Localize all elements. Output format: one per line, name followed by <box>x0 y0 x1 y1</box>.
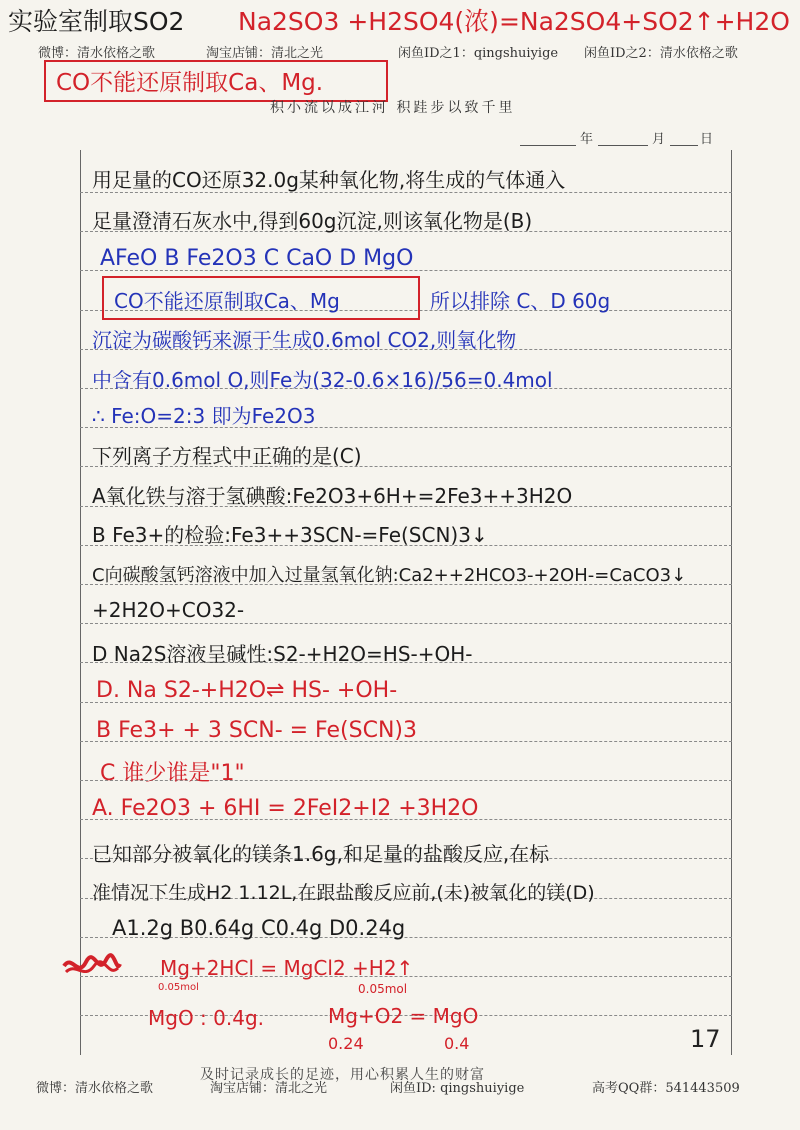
line-1: 用足量的CO还原32.0g某种氧化物,将生成的气体通入 <box>92 168 566 192</box>
line-8: 下列离子方程式中正确的是(C) <box>92 444 362 468</box>
footer-weibo: 微博：清水依格之歌 <box>36 1081 154 1096</box>
date-line-month <box>598 145 648 146</box>
mg-moles: 0.05mol <box>158 982 199 993</box>
boxed-note: CO不能还原制取Ca、Mg. <box>56 70 324 96</box>
header-equation: Na2SO3 +H2SO4(浓)=Na2SO4+SO2↑+H2O <box>238 7 790 36</box>
h2-moles: 0.05mol <box>358 982 408 996</box>
line-19: 准情况下生成H2 1.12L,在跟盐酸反应前,(未)被氧化的镁(D) <box>92 882 595 904</box>
mg-o2-equation: Mg+O2 = MgO <box>328 1004 479 1028</box>
line-4-rest: 所以排除 C、D 60g <box>430 289 611 313</box>
line-20: A1.2g B0.64g C0.4g D0.24g <box>112 916 406 940</box>
motto: 积小流以成江河 积跬步以致千里 <box>270 100 516 116</box>
line-6: 中含有0.6mol O,则Fe为(32-0.6×16)/56=0.4mol <box>92 368 553 392</box>
footer-qq: 高考QQ群：541443509 <box>592 1081 740 1096</box>
mg-hcl-equation: Mg+2HCl = MgCl2 +H2↑ <box>160 956 414 980</box>
line-10: B Fe3+的检验:Fe3++3SCN-=Fe(SCN)3↓ <box>92 523 488 547</box>
line-16-red: C 谁少谁是"1" <box>100 761 245 786</box>
line-4-boxed: CO不能还原制取Ca、Mg <box>114 289 340 313</box>
line-5: 沉淀为碳酸钙来源于生成0.6mol CO2,则氧化物 <box>92 328 517 352</box>
line-2: 足量澄清石灰水中,得到60g沉淀,则该氧化物是(B) <box>92 209 533 233</box>
line-11: C向碳酸氢钙溶液中加入过量氢氧化钠:Ca2++2HCO3-+2OH-=CaCO3↓ <box>92 565 687 586</box>
mgo-mass-value: 0.4 <box>444 1034 470 1053</box>
date-month-label: 月 <box>652 132 666 147</box>
date-line-year <box>520 145 576 146</box>
line-18: 已知部分被氧化的镁条1.6g,和足量的盐酸反应,在标 <box>92 842 550 866</box>
header-title: 实验室制取SO2 <box>8 7 185 36</box>
date-year-label: 年 <box>580 132 594 147</box>
footer-motto: 及时记录成长的足迹，用心积累人生的财富 <box>200 1067 485 1083</box>
line-14-red: D. Na S2-+H2O⇌ HS- +OH- <box>96 678 398 703</box>
watermark-weibo: 微博：清水依格之歌 <box>38 46 156 61</box>
line-17-red: A. Fe2O3 + 6HI = 2FeI2+I2 +3H2O <box>92 796 479 821</box>
rule-line <box>80 623 732 624</box>
mg-mass-value: 0.24 <box>328 1034 364 1053</box>
line-3-options: AFeO B Fe2O3 C CaO D MgO <box>100 246 414 271</box>
scribble-mark <box>62 952 122 982</box>
line-13: D Na2S溶液呈碱性:S2-+H2O=HS-+OH- <box>92 642 473 666</box>
watermark-xianyu2: 闲鱼ID之2：清水依格之歌 <box>584 46 738 61</box>
footer-xianyu: 闲鱼ID: qingshuiyige <box>390 1081 525 1096</box>
watermark-taobao: 淘宝店铺：清北之光 <box>206 46 324 61</box>
watermark-xianyu1: 闲鱼ID之1：qingshuiyige <box>398 46 559 61</box>
mgo-mass: MgO : 0.4g. <box>148 1006 265 1030</box>
footer-taobao: 淘宝店铺：清北之光 <box>210 1081 328 1096</box>
line-12: +2H2O+CO32- <box>92 598 245 622</box>
date-day-label: 日 <box>700 132 714 147</box>
line-9: A氧化铁与溶于氢碘酸:Fe2O3+6H+=2Fe3++3H2O <box>92 484 573 508</box>
line-15-red: B Fe3+ + 3 SCN- = Fe(SCN)3 <box>96 718 417 743</box>
line-7: ∴ Fe:O=2:3 即为Fe2O3 <box>92 404 316 428</box>
date-line-day <box>670 145 698 146</box>
page-number: 17 <box>690 1025 721 1053</box>
